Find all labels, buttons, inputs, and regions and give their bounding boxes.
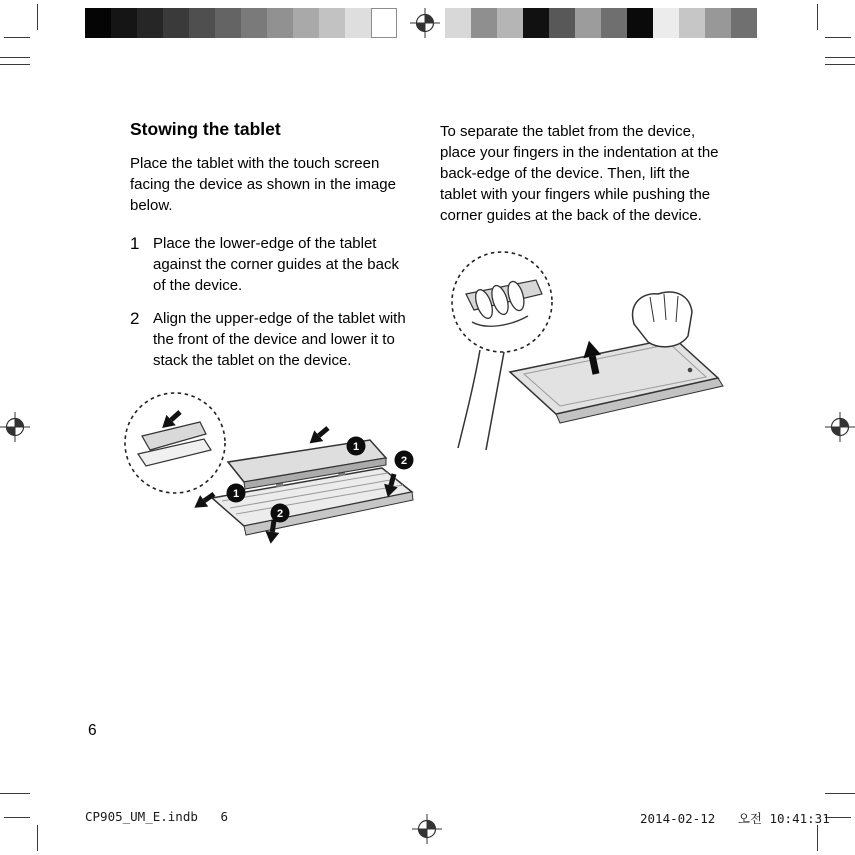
page-number: 6: [88, 722, 97, 739]
footer-timestamp: 2014-02-12 오전 10:41:31: [640, 811, 830, 826]
calibration-swatch: [215, 8, 241, 38]
footer-file-info: CP905_UM_E.indb 6: [85, 809, 228, 824]
calibration-swatch: [601, 8, 627, 38]
calibration-swatch: [111, 8, 137, 38]
color-calibration-bar-left: [85, 8, 397, 38]
calibration-swatch: [445, 8, 471, 38]
arm-drawing: [458, 350, 504, 450]
step-badge: [271, 504, 290, 523]
step-badge: [395, 451, 414, 470]
calibration-swatch: [497, 8, 523, 38]
calibration-swatch: [85, 8, 111, 38]
arrow-icon: [305, 423, 332, 449]
step-text: Place the lower-edge of the tablet against the corner guides at the back of the device.: [153, 235, 399, 294]
right-column: [440, 121, 728, 226]
arrow-icon: [190, 488, 218, 513]
calibration-swatch: [241, 8, 267, 38]
calibration-swatch: [627, 8, 653, 38]
fold-mark: [825, 57, 855, 58]
step-item: [130, 233, 410, 296]
step-number: 1: [130, 234, 140, 253]
separate-tablet-illustration: [438, 250, 740, 482]
crop-mark: [37, 4, 38, 30]
svg-text:1: 1: [352, 441, 360, 453]
calibration-swatch: [731, 8, 757, 38]
separate-paragraph: To separate the tablet from the device, place your fingers in the indentation at the back-edge of the device. Then, lift the tablet with your fingers while pushing the corner guides at the back of the device.: [440, 123, 719, 224]
calibration-swatch: [189, 8, 215, 38]
calibration-swatch: [345, 8, 371, 38]
calibration-swatch: [371, 8, 397, 38]
intro-paragraph: Place the tablet with the touch screen facing the device as shown in the image below.: [130, 155, 396, 214]
crop-mark: [4, 37, 30, 38]
zoom-detail-circle: [125, 393, 225, 493]
calibration-swatch: [471, 8, 497, 38]
fold-mark: [0, 793, 30, 794]
svg-text:2: 2: [276, 508, 284, 520]
hand-drawing: [633, 292, 692, 347]
crop-mark: [4, 817, 30, 818]
calibration-swatch: [653, 8, 679, 38]
step-badge: [227, 484, 246, 503]
crop-mark: [817, 825, 818, 851]
registration-mark-icon: [410, 8, 440, 38]
color-calibration-bar-right: [445, 8, 757, 38]
fold-mark: [825, 793, 855, 794]
calibration-swatch: [705, 8, 731, 38]
crop-mark: [825, 37, 851, 38]
registration-mark-icon: [412, 814, 442, 844]
step-badge: [347, 437, 366, 456]
left-column: [130, 119, 410, 383]
zoom-detail-circle: [452, 252, 552, 352]
svg-text:1: 1: [232, 488, 240, 500]
step-number: 2: [130, 309, 140, 328]
calibration-swatch: [575, 8, 601, 38]
crop-mark: [817, 4, 818, 30]
registration-mark-icon: [0, 412, 30, 442]
calibration-swatch: [293, 8, 319, 38]
crop-mark: [37, 825, 38, 851]
fold-mark: [0, 64, 30, 65]
step-text: Align the upper-edge of the tablet with the front of the device and lower it to stack the tablet on the device.: [153, 310, 406, 369]
fold-mark: [825, 64, 855, 65]
fold-mark: [0, 57, 30, 58]
section-heading: Stowing the tablet: [130, 119, 281, 139]
svg-text:2: 2: [400, 455, 408, 467]
calibration-swatch: [319, 8, 345, 38]
step-item: [130, 308, 410, 371]
calibration-swatch: [679, 8, 705, 38]
calibration-swatch: [267, 8, 293, 38]
calibration-swatch: [549, 8, 575, 38]
calibration-swatch: [137, 8, 163, 38]
calibration-swatch: [163, 8, 189, 38]
registration-mark-icon: [825, 412, 855, 442]
calibration-swatch: [523, 8, 549, 38]
stow-tablet-illustration: [116, 386, 418, 566]
